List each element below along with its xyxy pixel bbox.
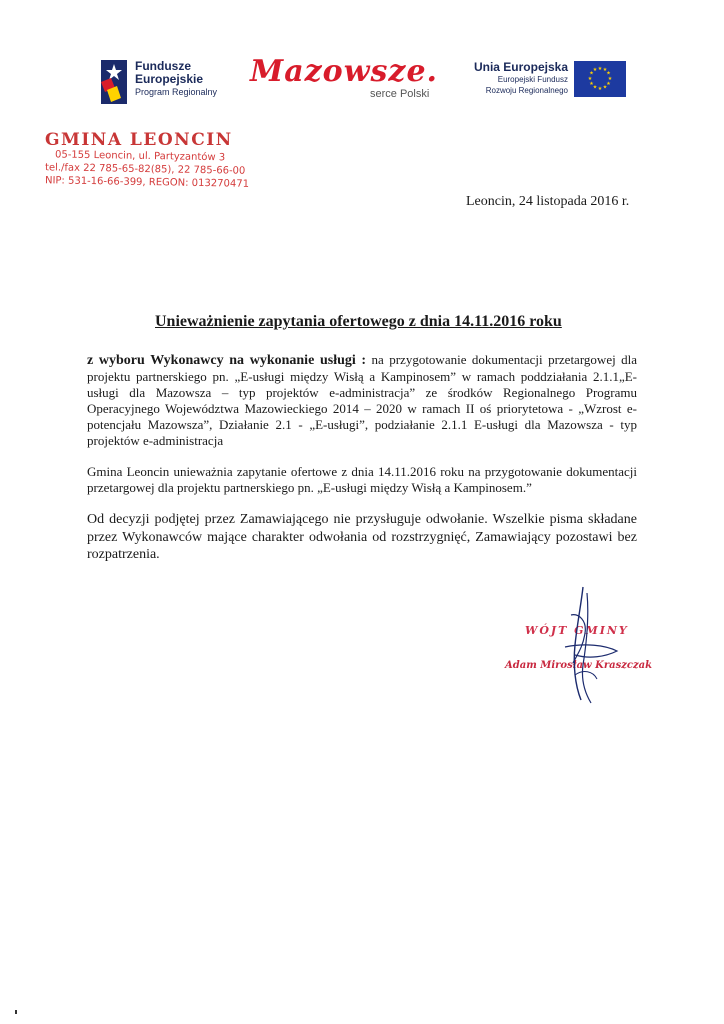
signature-block bbox=[505, 585, 665, 705]
ue-line3: Rozwoju Regionalnego bbox=[485, 86, 568, 95]
svg-text:★: ★ bbox=[592, 67, 598, 73]
fundusze-flag-icon bbox=[101, 60, 127, 104]
svg-text:★: ★ bbox=[592, 84, 598, 91]
svg-text:★: ★ bbox=[602, 84, 608, 91]
paragraph-1-text: na przygotowanie dokumentacji przetargowej dla projektu partnerskiego pn. „E-usługi między Wisłą a Kampinosem” w ramach poddziałania 2.1.1„E-usługi dla Mazowsza – typ projektów e-administracja” ze środków Regionalnego Programu Operacyjnego Województwa Mazowieckiego 2014 – 2020 w ramach II oś priorytetowa - „Wzrost e-potencjału Mazowsza”, Działanie 2.1 - „E-usługi”, podziałanie 2.1.1 E-usługi dla Mazowsza - typ projektów e-administracja bbox=[87, 352, 638, 448]
svg-text:★: ★ bbox=[607, 76, 613, 82]
stamp-phone: tel./fax 22 785-65-82(85), 22 785-66-00 bbox=[44, 162, 246, 177]
svg-text:★: ★ bbox=[587, 76, 593, 82]
document-title: Unieważnienie zapytania ofertowego z dnia 14.11.2016 roku bbox=[155, 313, 562, 330]
stamp-name: GMINA LEONCIN bbox=[45, 130, 233, 150]
fundusze-line3: Program Regionalny bbox=[135, 87, 218, 97]
signature-stamp-name: Adam Mirosław Kraszczak bbox=[505, 660, 653, 671]
svg-text:★: ★ bbox=[589, 70, 594, 77]
svg-text:★: ★ bbox=[597, 66, 603, 72]
stamp-ids: NIP: 531-16-66-399, REGON: 013270471 bbox=[44, 175, 250, 190]
fundusze-line1: Fundusze bbox=[135, 59, 191, 73]
paragraph-3: Od decyzji podjętej przez Zamawiającego nie przysługuje odwołanie. Wszelkie pisma składane przez Wykonawców mające charakter odwołania od rozstrzygnięć, Zamawiający pozostawi bez rozpatrzenia. bbox=[87, 512, 637, 562]
document-date: Leoncin, 24 listopada 2016 r. bbox=[466, 194, 630, 209]
gmina-stamp bbox=[44, 130, 250, 190]
svg-text:★: ★ bbox=[606, 81, 611, 87]
svg-text:★: ★ bbox=[589, 81, 594, 87]
scan-mark bbox=[15, 1010, 17, 1014]
paragraph-1 bbox=[87, 352, 637, 449]
paragraph-1-bold: z wyboru Wykonawcy na wykonanie usługi : bbox=[87, 353, 367, 368]
eu-flag-icon bbox=[574, 61, 626, 97]
svg-text:★: ★ bbox=[597, 86, 603, 92]
stamp-address: 05-155 Leoncin, ul. Partyzantów 3 bbox=[54, 149, 226, 164]
signature-stamp-title: WÓJT GMINY bbox=[525, 624, 629, 637]
mazowsze-logo bbox=[248, 54, 438, 104]
ue-line2: Europejski Fundusz bbox=[497, 75, 568, 84]
fundusze-europejskie-logo bbox=[101, 60, 241, 104]
ue-line1: Unia Europejska bbox=[473, 60, 568, 74]
paragraph-2: Gmina Leoncin unieważnia zapytanie ofertowe z dnia 14.11.2016 roku na przygotowanie dokumentacji przetargowej dla projektu partnerskiego pn. „E-usługi między Wisłą a Kampinosem.” bbox=[87, 464, 637, 495]
mazowsze-subtitle: serce Polski bbox=[370, 88, 430, 100]
fundusze-line2: Europejskie bbox=[135, 72, 204, 86]
mazowsze-word: Mazowsze. bbox=[250, 54, 438, 89]
unia-europejska-logo bbox=[466, 60, 626, 100]
svg-text:★: ★ bbox=[602, 67, 608, 73]
handwritten-signature bbox=[505, 585, 665, 705]
svg-text:★: ★ bbox=[606, 70, 611, 77]
